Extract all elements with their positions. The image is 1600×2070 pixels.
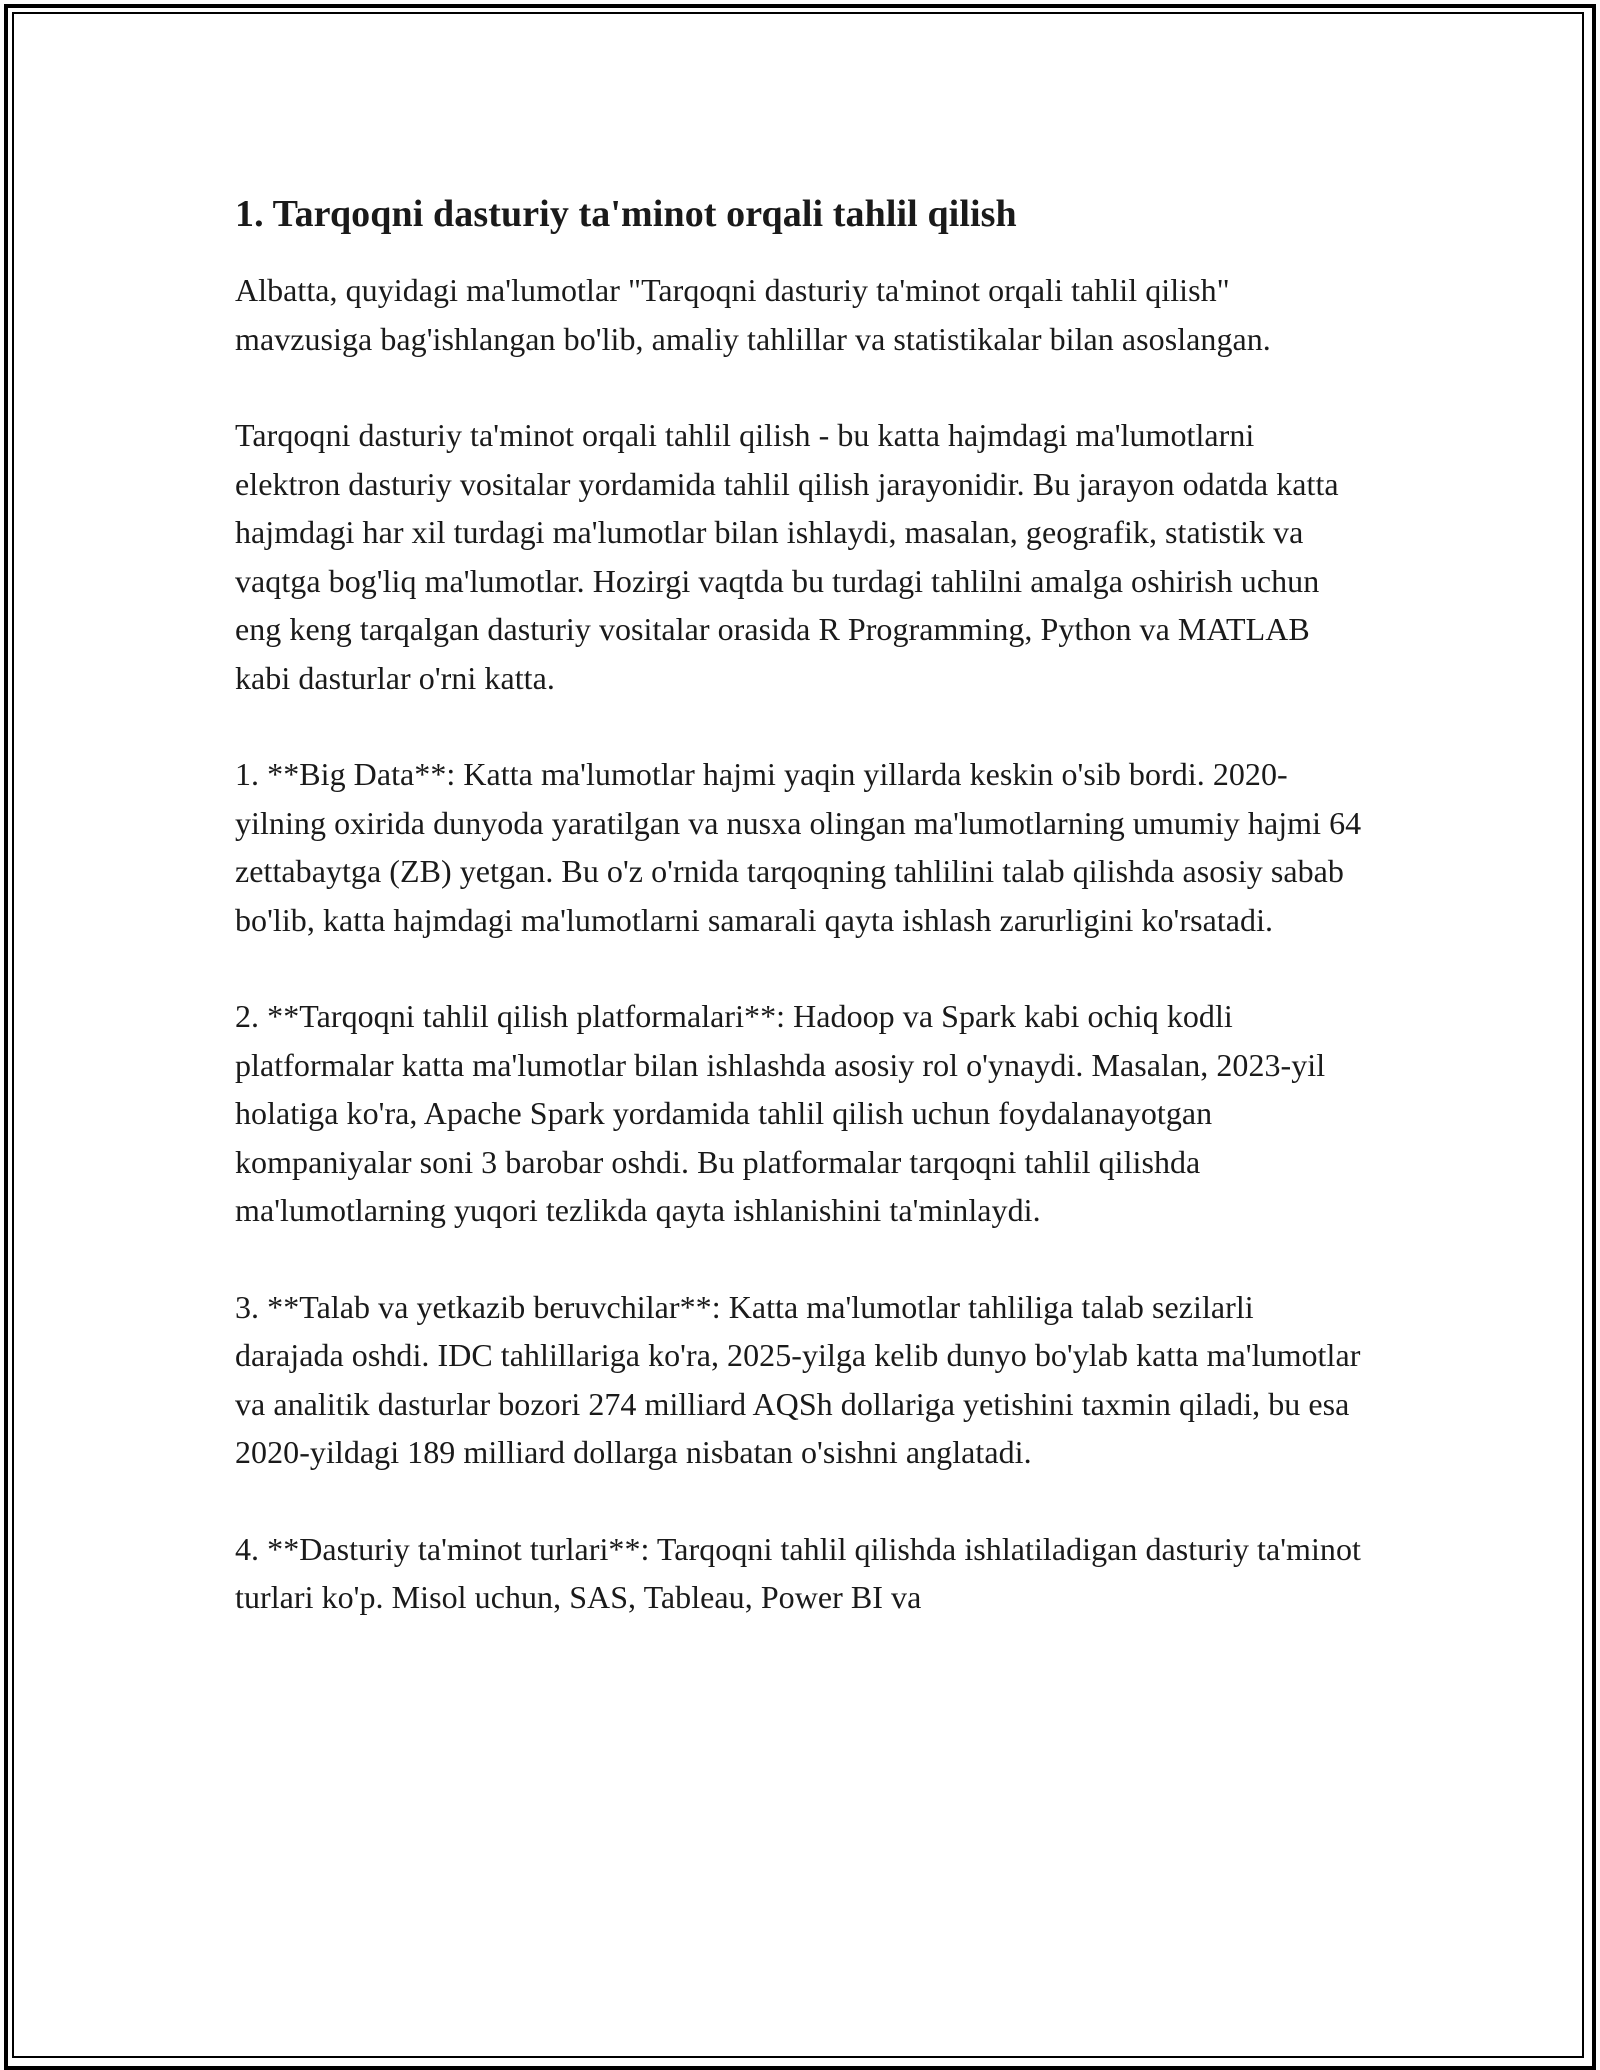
list-item-big-data: 1. **Big Data**: Katta ma'lumotlar hajmi yaqin yillarda keskin o'sib bordi. 2020-yilning oxirida dunyoda yaratilgan va nusxa olingan ma'lumotlarning umumiy hajmi 64 zettabaytga (ZB) yetgan. Bu o'z o'rnida tarqoqning tahlilini talab qilishda asosiy sabab bo'lib, katta hajmdagi ma'lumotlarni samarali qayta ishlash zarurligini ko'rsatadi. (235, 756, 1362, 938)
list-item-software-types: 4. **Dasturiy ta'minot turlari**: Tarqoqni tahlil qilishda ishlatiladigan dasturiy ta'minot turlari ko'p. Misol uchun, SAS, Tableau, Power BI va (235, 1530, 1361, 1615)
definition-paragraph: Tarqoqni dasturiy ta'minot orqali tahlil qilish - bu katta hajmdagi ma'lumotlarni elektron dasturiy vositalar yordamida tahlil qilish jarayonidir. Bu jarayon odatda katta hajmdagi har xil turdagi ma'lumotlar bilan ishlaydi, masalan, geografik, statistik va vaqtga bog'liq ma'lumotlar. Hozirgi vaqtda bu turdagi tahlilni amalga oshirish uchun eng keng tarqalgan dasturiy vositalar orasida R Programming, Python va MATLAB kabi dasturlar o'rni katta. (235, 417, 1339, 696)
list-item-demand: 3. **Talab va yetkazib beruvchilar**: Katta ma'lumotlar tahliliga talab sezilarli darajada oshdi. IDC tahlillariga ko'ra, 2025-yilga kelib dunyo bo'ylab katta ma'lumotlar va analitik dasturlar bozori 274 milliard AQSh dollariga yetishini taxmin qiladi, bu esa 2020-yildagi 189 milliard dollarga nisbatan o'sishni anglatadi. (235, 1288, 1361, 1470)
document-body (235, 190, 1365, 1670)
list-item-platforms: 2. **Tarqoqni tahlil qilish platformalari**: Hadoop va Spark kabi ochiq kodli platformalar katta ma'lumotlar bilan ishlashda asosiy rol o'ynaydi. Masalan, 2023-yil holatiga ko'ra, Apache Spark yordamida tahlil qilish uchun foydalanayotgan kompaniyalar soni 3 barobar oshdi. Bu platformalar tarqoqni tahlil qilishda ma'lumotlarning yuqori tezlikda qayta ishlanishini ta'minlaydi. (235, 998, 1326, 1228)
intro-paragraph: Albatta, quyidagi ma'lumotlar "Tarqoqni dasturiy ta'minot orqali tahlil qilish" mavzusiga bag'ishlangan bo'lib, amaliy tahlillar va statistikalar bilan asoslangan. (235, 272, 1271, 357)
document-title: 1. Tarqoqni dasturiy ta'minot orqali tahlil qilish (235, 193, 1017, 235)
